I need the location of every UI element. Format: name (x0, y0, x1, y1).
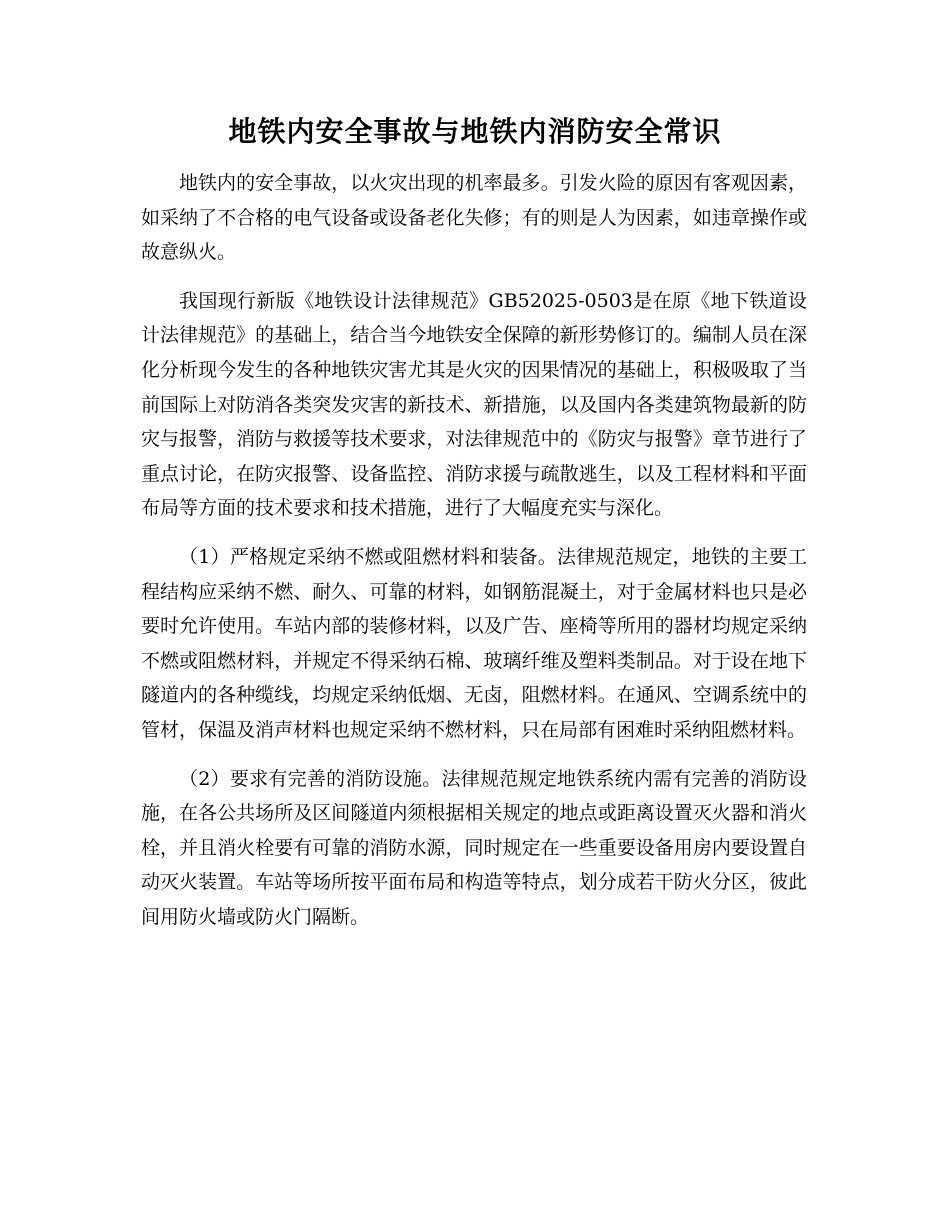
paragraph: （1）严格规定采纳不燃或阻燃材料和装备。法律规范规定，地铁的主要工程结构应采纳不燃、耐久、可靠的材料，如钢筋混凝土，对于金属材料也只是必要时允许使用。车站内部的装修材料，以及广告、座椅等所用的器材均规定采纳不燃或阻燃材料，并规定不得采纳石棉、玻璃纤维及塑料类制品。对于设在地下隧道内的各种缆线，均规定采纳低烟、无卤，阻燃材料。在通风、空调系统中的管材，保温及消声材料也规定采纳不燃材料，只在局部有困难时采纳阻燃材料。 (141, 545, 807, 741)
paragraph: 地铁内的安全事故，以火灾出现的机率最多。引发火险的原因有客观因素，如采纳了不合格的电气设备或设备老化失修；有的则是人为因素，如违章操作或故意纵火。 (141, 172, 807, 264)
document-title: 地铁内安全事故与地铁内消防安全常识 (228, 115, 722, 148)
paragraph: 我国现行新版《地铁设计法律规范》GB52025-0503是在原《地下铁道设计法律规范》的基础上，结合当今地铁安全保障的新形势修订的。编制人员在深化分析现今发生的各种地铁灾害尤其是火灾的因果情况的基础上，积极吸取了当前国际上对防消各类突发灾害的新技术、新措施，以及国内各类建筑物最新的防灾与报警，消防与救援等技术要求，对法律规范中的《防灾与报警》章节进行了重点讨论，在防灾报警、设备监控、消防求援与疏散逃生，以及工程材料和平面布局等方面的技术要求和技术措施，进行了大幅度充实与深化。 (141, 289, 807, 520)
paragraph: （2）要求有完善的消防设施。法律规范规定地铁系统内需有完善的消防设施，在各公共场所及区间隧道内须根据相关规定的地点或距离设置灭火器和消火栓，并且消火栓要有可靠的消防水源，同时规定在一些重要设备用房内要设置自动灭火装置。车站等场所按平面布局和构造等特点，划分成若干防火分区，彼此间用防火墙或防火门隔断。 (141, 767, 807, 928)
document-body (141, 166, 807, 948)
